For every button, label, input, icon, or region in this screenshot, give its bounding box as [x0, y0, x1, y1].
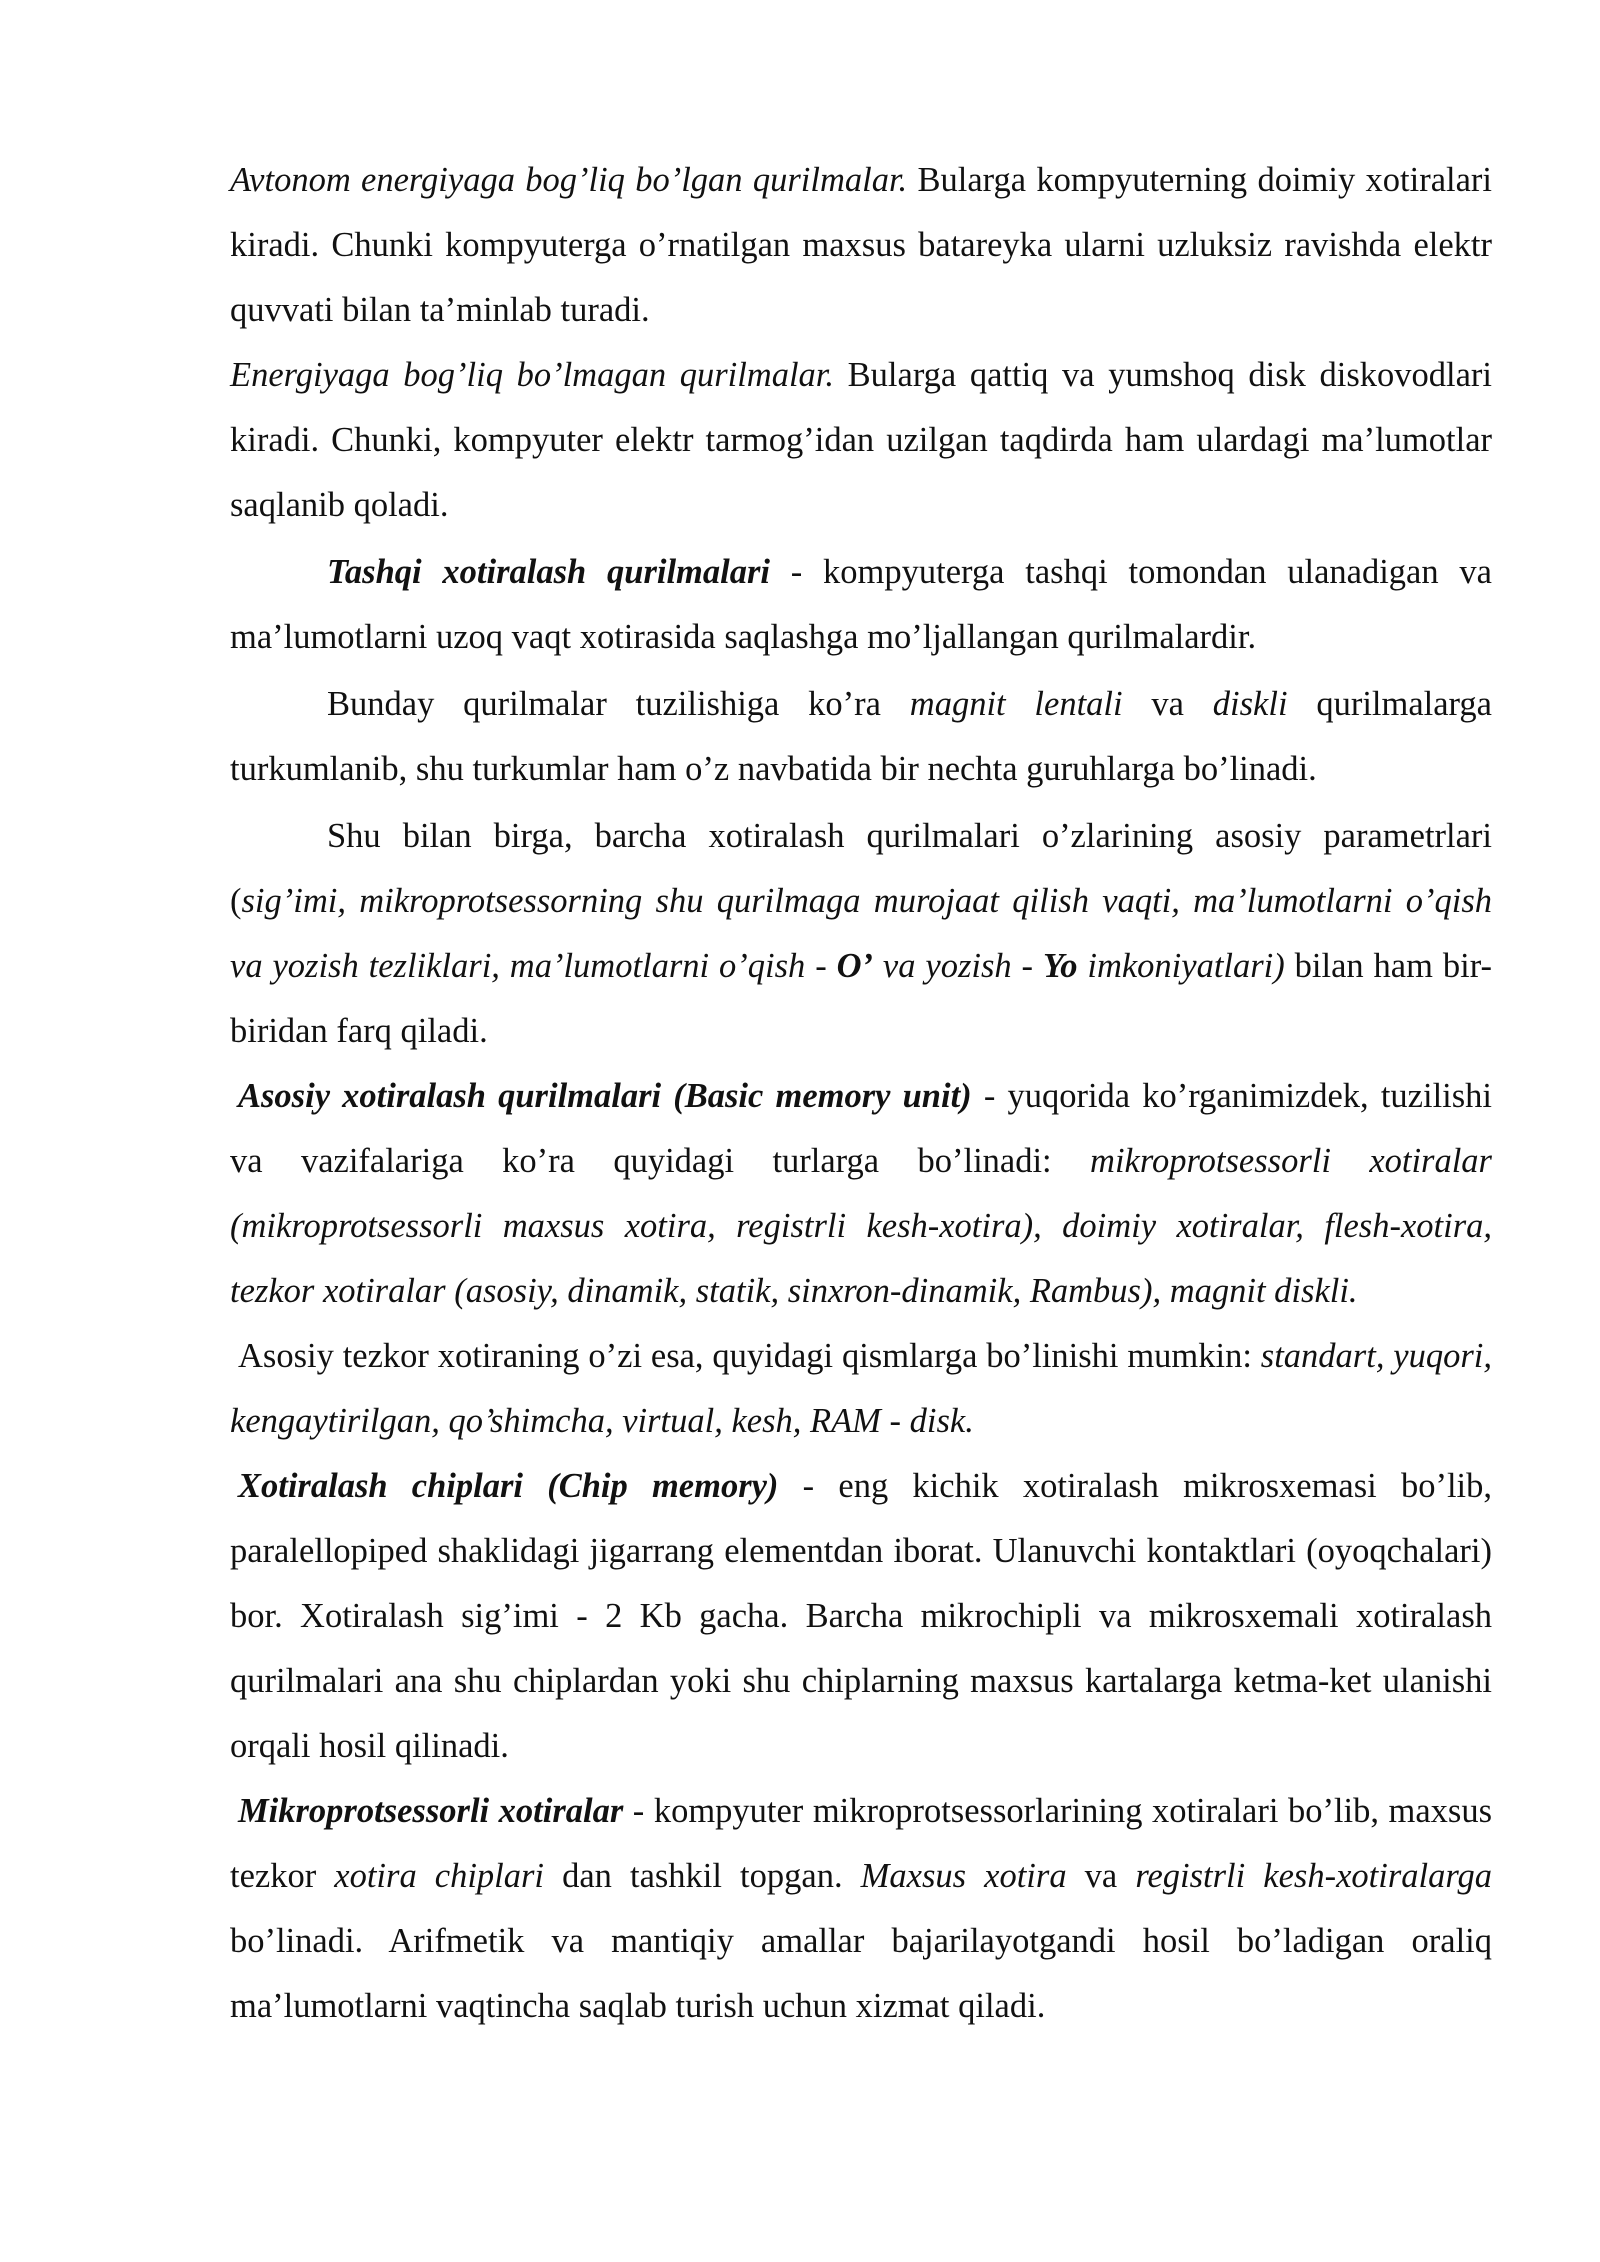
text-run: Energiyaga bog’liq bo’lmagan qurilmalar. — [230, 356, 835, 394]
text-run: bo’linadi. Arifmetik va mantiqiy amallar bajarilayotgandi hosil bo’ladigan oraliq ma’lumotlarni vaqtincha saqlab turish uchun xizmat qiladi. — [230, 1922, 1492, 2025]
text-run: Bularga kompyuterning doimiy xotiralari kiradi. Chunki kompyuterga o’rnatilgan maxsus batareyka ularni uzluksiz ravishda elektr quvvati bilan ta’minlab turadi. — [230, 161, 1492, 329]
text-run: O’ — [836, 947, 874, 985]
text-run: bilan ham bir-biridan farq qiladi. — [230, 947, 1492, 1050]
text-run: - kompyuterga tashqi tomondan ulanadigan va ma’lumotlarni uzoq vaqt xotirasida saqlashga mo’ljallangan qurilmalardir. — [230, 553, 1492, 656]
text-run: mikroprotsessorli xotiralar (mikroprotsessorli maxsus xotira, registrli kesh-xotira), doimiy xotiralar, flesh-xotira, tezkor xotiralar (asosiy, dinamik, statik, sinxron-dinamik, Rambus), magnit diskli. — [230, 1142, 1492, 1310]
paragraph-energiyaga — [230, 343, 1492, 538]
paragraph-avtonom — [230, 148, 1492, 343]
text-run: - — [805, 947, 837, 985]
paragraph-tashqi-xotiralash — [230, 540, 1492, 670]
text-run: Yo — [1042, 947, 1078, 985]
paragraph-asosiy-xotiralash — [230, 1064, 1492, 1324]
text-run: Bularga qattiq va yumshoq disk diskovodlari kiradi. Chunki, kompyuter elektr tarmog’idan uzilgan taqdirda ham ulardagi ma’lumotlar saqlanib qoladi. — [230, 356, 1492, 524]
paragraph-bunday-qurilmalar — [230, 672, 1492, 802]
text-run: xotira chiplari — [334, 1857, 545, 1895]
text-run: imkoniyatlari) — [1077, 947, 1285, 985]
text-run: Bunday qurilmalar tuzilishiga ko’ra — [327, 685, 910, 723]
text-run: registrli kesh-xotiralarga — [1135, 1857, 1492, 1895]
text-run: - — [1011, 947, 1043, 985]
text-run: diskli — [1212, 685, 1288, 723]
paragraph-mikroprotsessorli — [230, 1779, 1492, 2039]
text-run: va — [1122, 685, 1213, 723]
text-run: dan tashkil topgan. — [544, 1857, 861, 1895]
text-run: Maxsus xotira — [860, 1857, 1067, 1895]
text-run: standart, yuqori, kengaytirilgan, qo’shimcha, virtual, kesh, RAM - disk. — [230, 1337, 1492, 1440]
text-run: Tashqi xotiralash qurilmalari — [327, 553, 770, 591]
document-page — [230, 148, 1492, 2039]
text-run: Avtonom energiyaga bog’liq bo’lgan qurilmalar. — [230, 161, 908, 199]
text-run: va yozish — [873, 947, 1012, 985]
text-run: qurilmalarga turkumlanib, shu turkumlar ham o’z navbatida bir nechta guruhlarga bo’linadi. — [230, 685, 1492, 788]
text-run: Shu bilan birga, barcha xotiralash qurilmalari o’zlarining asosiy parametrlari ( — [230, 817, 1492, 920]
text-run: magnit lentali — [909, 685, 1123, 723]
text-run: - eng kichik xotiralash mikrosxemasi bo’lib, paralellopiped shaklidagi jigarrang elementdan iborat. Ulanuvchi kontaktlari (oyoqchalari) bor. Xotiralash sig’imi - 2 Kb gacha. Barcha mikrochipli va mikrosxemali xotiralash qurilmalari ana shu chiplardan yoki shu chiplarning maxsus kartalarga ketma-ket ulanishi orqali hosil qilinadi. — [230, 1467, 1492, 1765]
text-run: - yuqorida ko’rganimizdek, tuzilishi va vazifalariga ko’ra quyidagi turlarga bo’linadi: — [230, 1077, 1493, 1180]
paragraph-shu-bilan-birga — [230, 804, 1492, 1064]
text-run: Mikroprotsessorli xotiralar — [238, 1792, 624, 1830]
text-run: Xotiralash chiplari (Chip memory) — [238, 1467, 779, 1505]
paragraph-asosiy-tezkor — [230, 1324, 1492, 1454]
text-run: sig’imi, mikroprotsessorning shu qurilmaga murojaat qilish vaqti, ma’lumotlarni o’qish va yozish tezliklari, ma’lumotlarni o’qish — [230, 882, 1492, 985]
text-run: - kompyuter mikroprotsessorlarining xotiralari bo’lib, maxsus tezkor — [230, 1792, 1493, 1895]
text-run: va — [1066, 1857, 1136, 1895]
text-run: Asosiy tezkor xotiraning o’zi esa, quyidagi qismlarga bo’linishi mumkin: — [238, 1337, 1261, 1375]
text-run: Asosiy xotiralash qurilmalari (Basic memory unit) — [238, 1077, 972, 1115]
paragraph-xotiralash-chiplari — [230, 1454, 1492, 1779]
